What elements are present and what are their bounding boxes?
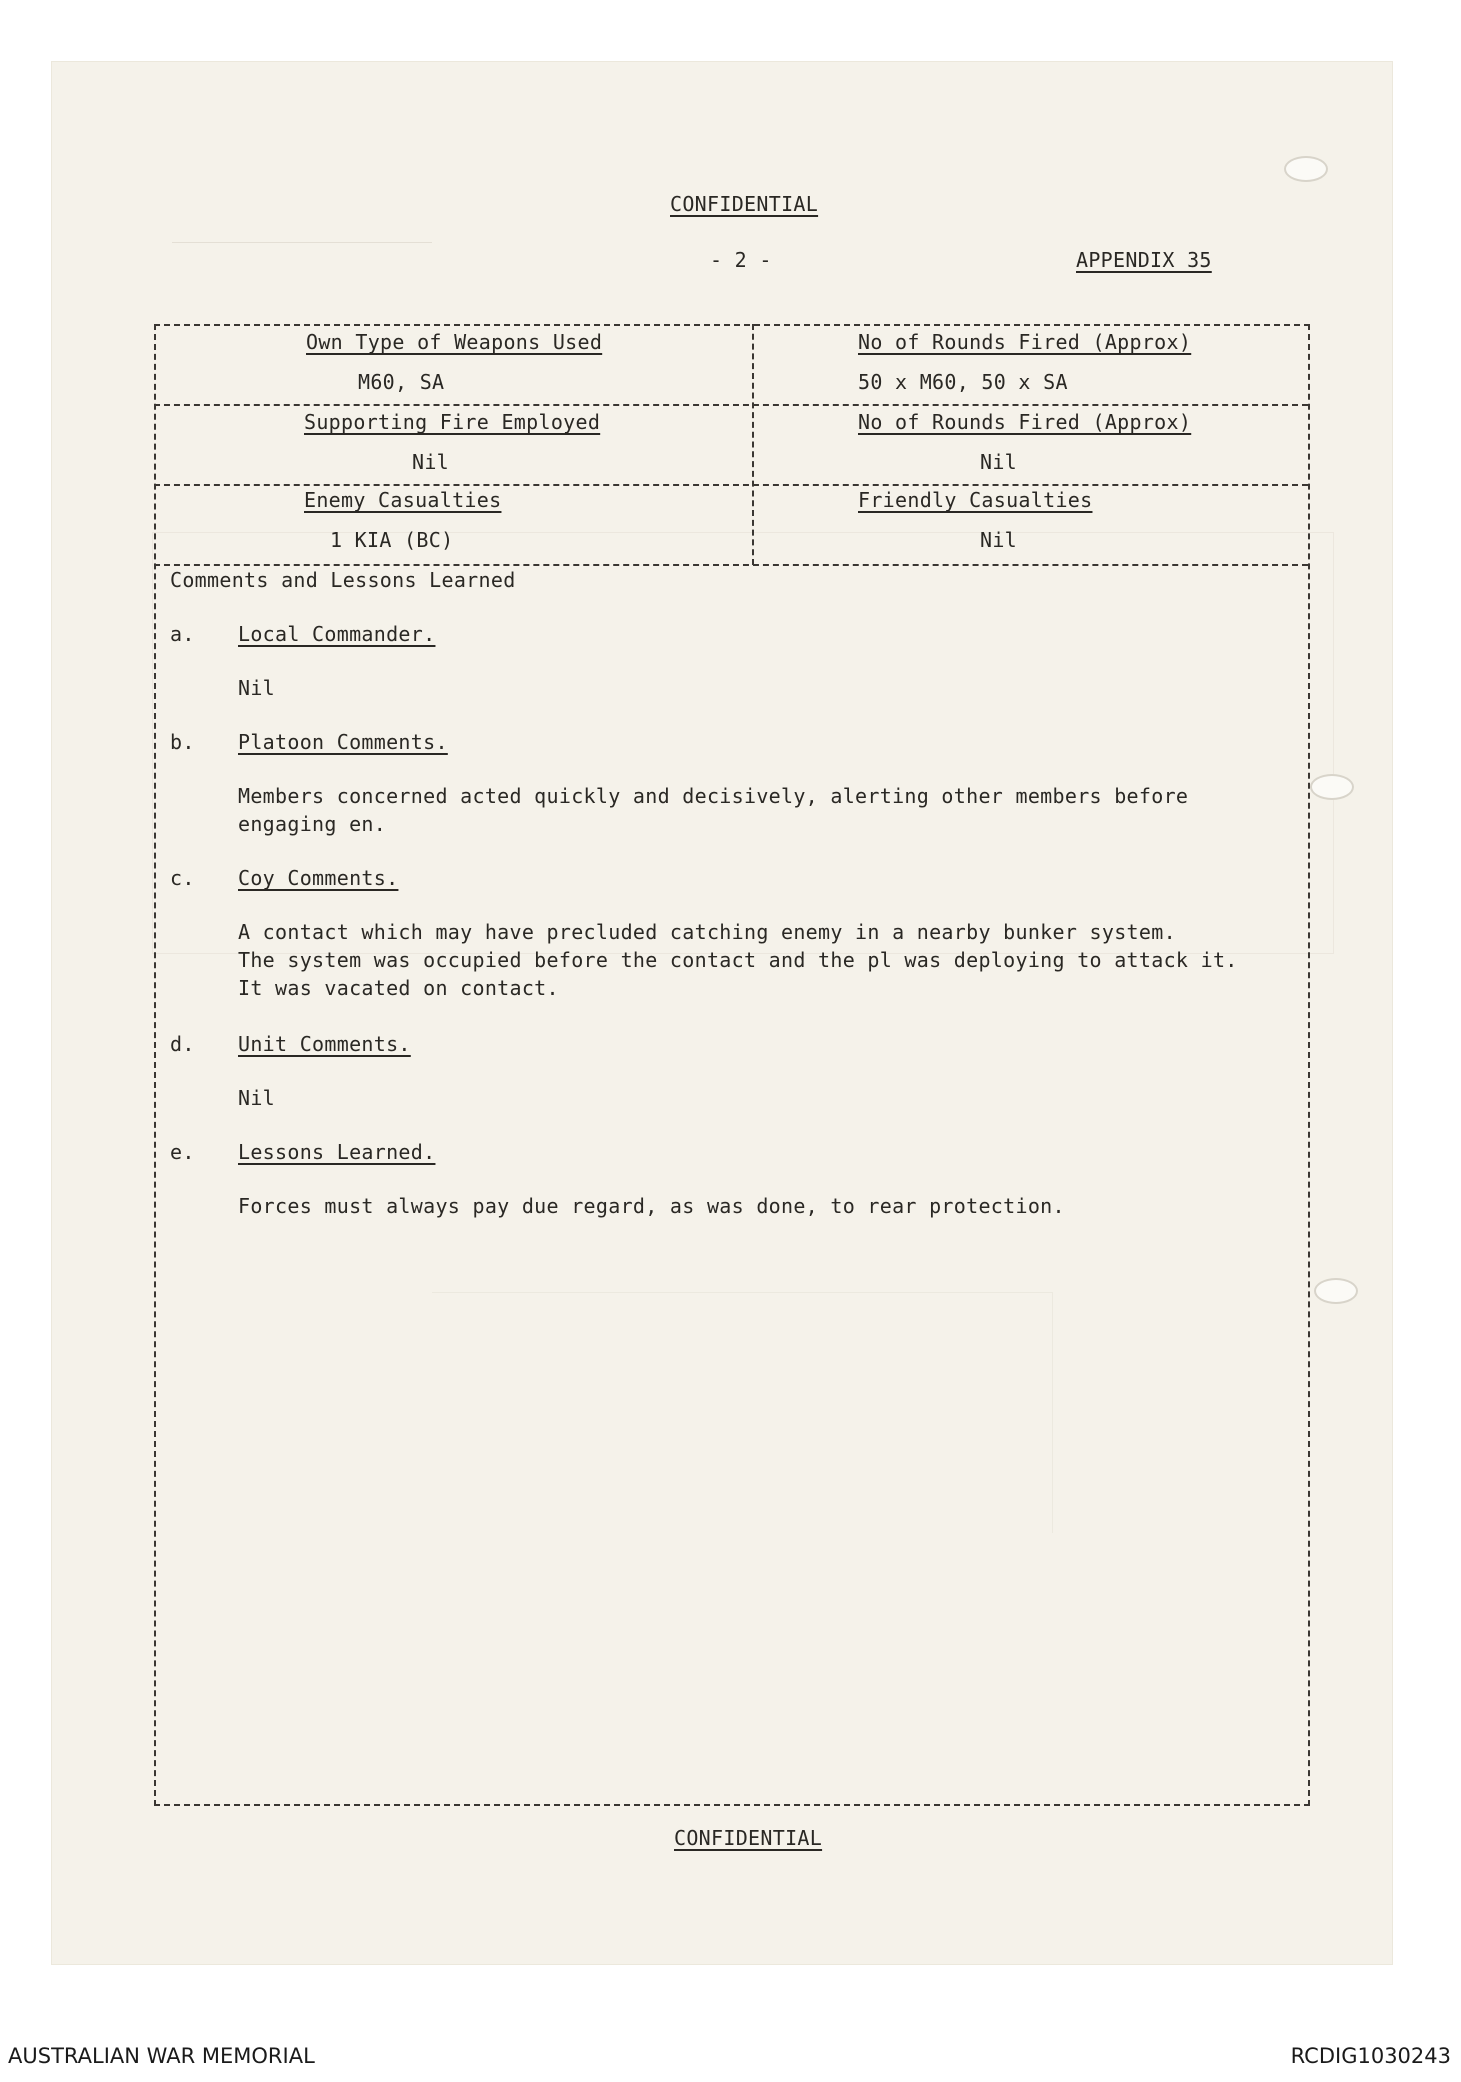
platoon-comments-line1: Members concerned acted quickly and decisively, alerting other members before <box>238 784 1189 808</box>
archive-institution-label: AUSTRALIAN WAR MEMORIAL <box>8 2044 315 2068</box>
coy-comments-heading: Coy Comments. <box>238 866 399 890</box>
coy-comments-line1: A contact which may have precluded catching enemy in a nearby bunker system. <box>238 920 1176 944</box>
friendly-casualties-heading: Friendly Casualties <box>858 488 1093 512</box>
local-commander-body: Nil <box>238 676 276 700</box>
table-divider-row1 <box>154 404 1308 406</box>
support-rounds-heading: No of Rounds Fired (Approx) <box>858 410 1192 434</box>
item-letter-d: d. <box>170 1032 195 1056</box>
unit-comments-heading: Unit Comments. <box>238 1032 411 1056</box>
supporting-fire-heading: Supporting Fire Employed <box>304 410 601 434</box>
platoon-comments-heading: Platoon Comments. <box>238 730 448 754</box>
supporting-fire-value: Nil <box>412 450 450 474</box>
platoon-comments-line2: engaging en. <box>238 812 387 836</box>
document-page <box>52 62 1392 1964</box>
item-letter-a: a. <box>170 622 195 646</box>
lessons-learned-body: Forces must always pay due regard, as was done, to rear protection. <box>238 1194 1065 1218</box>
punch-hole <box>1284 156 1328 182</box>
rounds-fired-value: 50 x M60, 50 x SA <box>858 370 1068 394</box>
item-letter-b: b. <box>170 730 195 754</box>
table-divider-vertical <box>752 324 754 565</box>
comments-title: Comments and Lessons Learned <box>170 568 516 592</box>
item-letter-c: c. <box>170 866 195 890</box>
friendly-casualties-value: Nil <box>980 528 1018 552</box>
local-commander-heading: Local Commander. <box>238 622 436 646</box>
table-divider-row2 <box>154 484 1308 486</box>
coy-comments-line3: It was vacated on contact. <box>238 976 559 1000</box>
enemy-casualties-value: 1 KIA (BC) <box>330 528 454 552</box>
punch-hole <box>1310 774 1354 800</box>
rounds-fired-heading: No of Rounds Fired (Approx) <box>858 330 1192 354</box>
archive-reference-id: RCDIG1030243 <box>1290 2044 1451 2068</box>
appendix-label: APPENDIX 35 <box>1076 248 1212 272</box>
support-rounds-value: Nil <box>980 450 1018 474</box>
unit-comments-body: Nil <box>238 1086 276 1110</box>
table-divider-row3 <box>154 564 1308 566</box>
item-letter-e: e. <box>170 1140 195 1164</box>
own-weapons-value: M60, SA <box>358 370 445 394</box>
own-weapons-heading: Own Type of Weapons Used <box>306 330 603 354</box>
punch-hole <box>1314 1278 1358 1304</box>
page-number: - 2 - <box>710 248 772 272</box>
report-table-frame <box>154 324 1310 1806</box>
lessons-learned-heading: Lessons Learned. <box>238 1140 436 1164</box>
classification-header: CONFIDENTIAL <box>670 192 819 216</box>
enemy-casualties-heading: Enemy Casualties <box>304 488 502 512</box>
coy-comments-line2: The system was occupied before the contact and the pl was deploying to attack it. <box>238 948 1238 972</box>
classification-footer: CONFIDENTIAL <box>674 1826 823 1850</box>
